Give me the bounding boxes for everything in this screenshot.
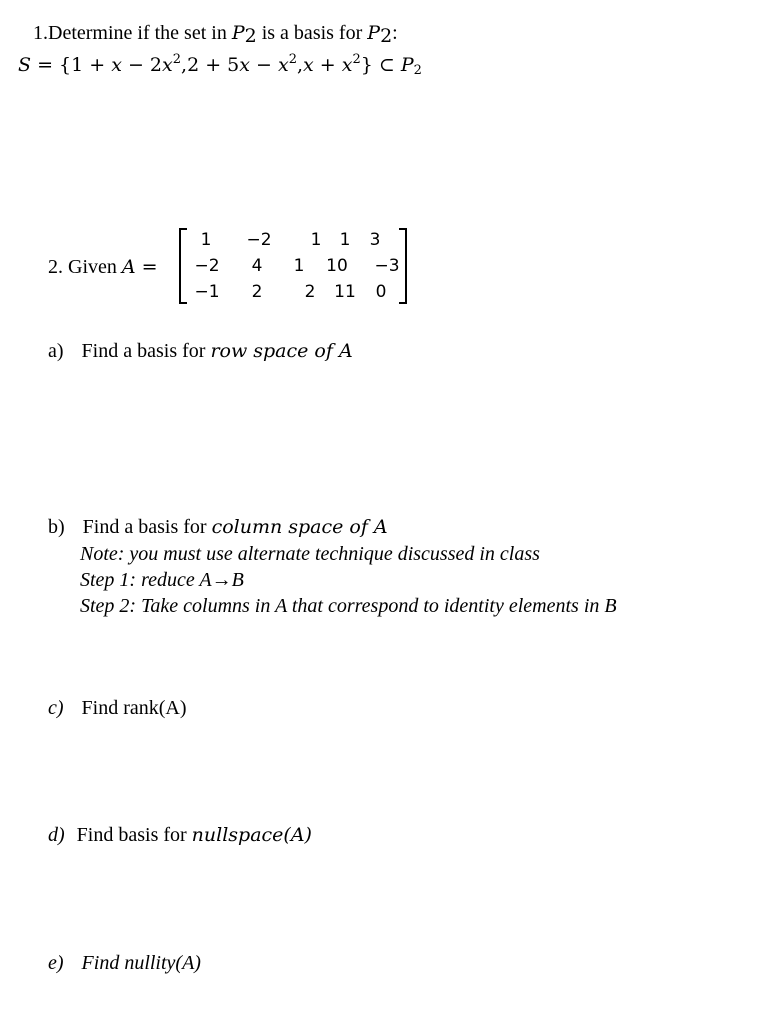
set-sq2: 2 — [288, 52, 297, 67]
part-a-label: a) — [48, 340, 64, 362]
set-mid1: − 2 — [121, 54, 163, 76]
set-P: P — [400, 54, 414, 76]
set-x6: x — [341, 54, 353, 76]
question-1-statement — [33, 22, 398, 47]
part-a-math: row space of A — [210, 340, 353, 362]
q1-text-b: is a basis for — [256, 22, 368, 44]
question-1-set — [18, 52, 422, 78]
part-d — [48, 824, 312, 847]
part-b — [48, 516, 388, 539]
given-A: A — [121, 256, 136, 278]
part-a — [48, 340, 353, 363]
set-mid3: − — [249, 54, 278, 76]
set-mid2: ,2 + 5 — [181, 54, 240, 76]
set-mid4: + — [313, 54, 342, 76]
set-x3: x — [239, 54, 250, 76]
set-x2: x — [162, 54, 173, 76]
matrix-cell: 4 — [251, 256, 263, 276]
q1-P2-sub: 2 — [380, 25, 393, 47]
set-comma: , — [296, 54, 304, 76]
matrix-cell: 0 — [375, 282, 387, 302]
set-S: S — [18, 54, 32, 76]
set-x5: x — [303, 54, 314, 76]
part-b-text: Find a basis for — [82, 516, 212, 538]
matrix-cell: −2 — [194, 256, 220, 276]
set-sq3: 2 — [352, 52, 361, 67]
matrix-A — [179, 228, 407, 302]
matrix-cell: 1 — [339, 230, 351, 250]
matrix-cell: 10 — [326, 256, 348, 276]
set-x1: x — [111, 54, 122, 76]
matrix-cell: −2 — [246, 230, 272, 250]
matrix-cell: 2 — [251, 282, 263, 302]
q1-P: P — [231, 22, 245, 44]
q1-text-a: 1.Determine if the set in — [33, 22, 232, 44]
part-c — [48, 697, 187, 720]
part-b-label: b) — [48, 516, 65, 538]
matrix-cell: −3 — [374, 256, 400, 276]
part-c-label: c) — [48, 697, 64, 719]
part-c-text: Find rank(A) — [81, 697, 187, 719]
part-d-label: d) — [48, 824, 65, 846]
given-eq: = — [135, 256, 158, 278]
part-e-label: e) — [48, 952, 64, 974]
matrix-cell: −1 — [194, 282, 220, 302]
matrix-cell: 1 — [293, 256, 305, 276]
question-2-given — [48, 256, 158, 279]
q1-P-sub: 2 — [244, 25, 257, 47]
part-b-math: column space of A — [211, 516, 388, 538]
part-d-text: Find basis for — [76, 824, 192, 846]
part-a-text: Find a basis for — [81, 340, 211, 362]
set-x4: x — [277, 54, 289, 76]
q1-colon: : — [392, 22, 398, 44]
part-b-step2: Step 2: Take columns in A that correspond to identity elements in B — [80, 595, 617, 617]
part-e-text: Find nullity(A) — [81, 952, 201, 974]
set-end: } ⊂ — [360, 54, 401, 76]
given-prefix: 2. Given — [48, 256, 122, 278]
part-e — [48, 952, 201, 975]
matrix-cell: 2 — [304, 282, 316, 302]
set-P-sub: 2 — [413, 63, 422, 78]
matrix-cell: 11 — [334, 282, 356, 302]
part-b-step1: Step 1: reduce A→B — [80, 569, 244, 591]
part-b-note: Note: you must use alternate technique discussed in class — [80, 543, 540, 565]
matrix-cell: 3 — [369, 230, 381, 250]
set-sq1: 2 — [172, 52, 182, 67]
q1-P2: P — [367, 22, 381, 44]
set-eq: = {1 + — [31, 54, 112, 76]
matrix-cell: 1 — [200, 230, 212, 250]
part-d-math: nullspace(A) — [191, 824, 312, 846]
matrix-cell: 1 — [310, 230, 322, 250]
